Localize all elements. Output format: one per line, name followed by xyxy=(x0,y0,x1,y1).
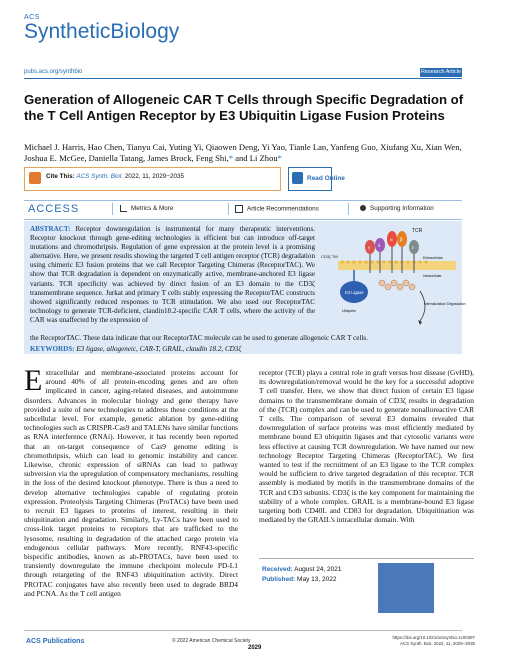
right-column-text: receptor (TCR) plays a central role in graft versus host disease (GvHD), its downregulation/removal would be the key for a successful adoptive T cell transfer. Here, we show that direct fusion of certain E3 ligase domains to the transmembrane domain of CD3ζ results in degradation of the (TCR) complex and can be used to generate nonalloreactive CAR T cells. The comparison of several E3 domains revealed that downregulation of surface proteins was most efficiently mediated by membrane bound E3 ubiquitin ligases and that cytosolic variants were less effective at causing TCR downregulation. We have named our new technology Receptor Targeting Chimeras (ReceptorTAC). We first wanted to test if the recruitment of an E3 ligase to the TCR complex would be sufficient to drive targeted degradation of this receptor. TCR assembly is mediated by motifs in the transmembrane domains of the TCR and CD3 subunits. CD3ζ is the key component for maintaining the stability of a whole complex. GRAIL is a membrane-bound E3 ligase targeting both CD40L and CD83 for degradation. Ubiquitination was mediated by the GRAIL's intracellular domain. With xyxy=(259,368,474,525)
e3-ligase-label: E3 Ligase xyxy=(345,290,364,295)
author-list xyxy=(24,142,474,164)
journal-name[interactable]: SyntheticBiology xyxy=(24,20,180,43)
abstract-lead: ABSTRACT: xyxy=(30,225,71,233)
keywords-list: E3 ligase, allogeneic, CAR-T, GRAIL, claudin 18.2, CD3ζ xyxy=(76,345,242,353)
extracellular-label: Extracellular xyxy=(423,256,443,260)
bar-chart-icon xyxy=(120,205,127,212)
published-line xyxy=(262,576,336,583)
greek-epsilon-label: ε xyxy=(412,246,415,251)
access-label: ACCESS xyxy=(28,203,80,215)
metrics-label: Metrics & More xyxy=(131,205,174,213)
journal-small-brand: ACS xyxy=(24,14,40,21)
corresponding-author-icon[interactable]: * xyxy=(228,153,234,163)
toc-graphic xyxy=(320,225,466,333)
greek-gamma-label: γ xyxy=(368,246,371,251)
authors-last: and Li Zhou xyxy=(235,153,278,163)
access-separator xyxy=(228,203,229,215)
header-divider xyxy=(24,78,462,79)
cite-details: 2022, 11, 2029−2035 xyxy=(124,173,184,180)
ubiquitin-label: Ubiquitin xyxy=(342,309,356,313)
drop-cap: E xyxy=(24,364,43,397)
read-online-label[interactable]: Read Online xyxy=(307,175,345,182)
published-label: Published: xyxy=(262,576,296,583)
book-icon xyxy=(292,172,303,184)
article-title: Generation of Allogeneic CAR T Cells through Specific Degradation of the T Cell Antigen Receptor by E3 Ubiquitin Ligase Fusion Proteins xyxy=(24,92,464,123)
page-number: 2029 xyxy=(248,645,262,651)
greek-delta-label: δ xyxy=(378,244,381,249)
cite-icon xyxy=(29,172,41,184)
access-separator xyxy=(112,203,113,215)
supporting-info-link[interactable] xyxy=(360,205,434,212)
cite-label: Cite This: xyxy=(46,173,75,180)
cite-reference: ACS Synth. Biol. xyxy=(76,173,123,180)
tcr-label: TCR xyxy=(412,228,423,234)
copyright: © 2022 American Chemical Society xyxy=(172,638,251,644)
supporting-label: Supporting Information xyxy=(370,205,434,212)
abstract-tail: the ReceptorTAC. These data indicate that our ReceptorTAC molecule can be used to generate allogeneic CAR T cells. xyxy=(30,334,368,342)
cite-line[interactable] xyxy=(46,173,184,180)
received-line xyxy=(262,566,342,573)
greek-alpha-label: α xyxy=(390,238,393,243)
abstract-body: Receptor downregulation is instrumental for many therapeutic interventions. Receptor knockout through gene-editing technologies is efficient but can introduce off-target mutations and chromothripsis. Regulation of gene expression at the protein level is a promising alternative. Here, we present results showing the targeted T cell antigen receptor (TCR) degradation using chimeric E3 fusion proteins that we call Receptor Targeting Chimeras (ReceptorTAC). We show that TCR degradation is dependent on enzymatically active, membrane-anchored E3 ligase variants. TCR specificity was achieved by direct fusion of an E3 domain to the CD3ζ transmembrane sequence. Jurkat and primary T cells stably expressing the ReceptorTAC constructs showed significantly reduced responses to TCR stimulation. We also used our ReceptorTAC technology to generate TCR-deficient, claudin18.2-specific CAR T cells, where the activity of the CAR was unaffected by the expression of xyxy=(30,225,315,324)
doi-block xyxy=(383,635,475,647)
acs-publications-logo[interactable]: ACS Publications xyxy=(26,638,85,645)
greek-beta-label: β xyxy=(400,238,403,243)
received-date: August 24, 2021 xyxy=(294,566,342,573)
article-type-badge: Research Article xyxy=(420,69,462,75)
body-right-column xyxy=(259,368,474,524)
body-left-column xyxy=(24,364,238,598)
info-icon xyxy=(360,205,366,211)
corresponding-author-icon[interactable]: * xyxy=(277,153,282,163)
keywords-lead: KEYWORDS: xyxy=(30,345,75,353)
keywords-line xyxy=(30,345,460,353)
intracellular-label: Intracellular xyxy=(423,274,442,278)
left-column-text: xtracellular and membrane-associated proteins account for around 40% of all protein-encoding genes and are often implicated in cancer, aging-related diseases, and autoimmune disorders. Advances in molecular biology and gene therapy have provided a suite of new technologies to address these conditions at the subcellular level. For example, genetic ablation by gene-editing technologies such as CRISPR-Cas9 and TALENs have similar functions as RNA interference (RNAi). However, it has recently been reported that an on-target consequence of Cas9 genome editing is chromothripsis, which can lead to genomic instability and cancer. Likewise, chronic expression of siRNAs can lead to pathway subversion via the upregulation of compensatory mechanisms, resulting in the loss of the desired knockout phenotype. There is thus a need to develop alternative technologies capable of regulating protein expression. Proteolysis Targeting Chimeras (ProTACs) have been used to recruit E3 ligases to proteins of interest, resulting in their ubiquitination and degradation. Similarly, Ly-TACs have been used to cross-link target proteins to receptors that are trafficked to the lysosome, resulting in degradation of the attached cargo protein via endogenous cellular pathways. More recently, RNF43-specific bispecific antibodies, known as ab-PROTACs, have been used to transiently downregulate the immune checkpoint molecule PD-L1 through retargeting of the RNF43 ubiquitination activity. Direct PROTAC conjugates have also recently been used to degrade BRD4 and PCNA. As the T cell antigen xyxy=(24,368,238,598)
internalization-label: Internalization/ Degradation xyxy=(424,302,466,306)
document-icon xyxy=(235,205,243,213)
cd3-tm-label: CD3ζ TM xyxy=(321,254,338,259)
journal-cover-thumbnail xyxy=(378,563,434,613)
recommendations-link[interactable] xyxy=(235,205,319,213)
metrics-link[interactable] xyxy=(120,205,173,212)
doi-link[interactable]: https://doi.org/10.1021/acssynbio.1c00397 xyxy=(392,635,475,640)
footer-citation: ACS Synth. Biol. 2022, 11, 2029−2035 xyxy=(400,641,475,646)
recommendations-label: Article Recommendations xyxy=(247,205,319,213)
authors-text: Michael J. Harris, Hao Chen, Tianyu Cai, Yuting Yi, Qiaowen Deng, Yi Yao, Tianle Lan, Yanfeng Guo, Xiufang Xu, Xian Wen, Joshua E. McGee, Daniella Tatang, James Brock, Feng Shi, xyxy=(24,142,462,163)
abstract-text xyxy=(30,225,315,325)
received-label: Received: xyxy=(262,566,293,573)
published-date: May 13, 2022 xyxy=(297,576,337,583)
journal-url[interactable]: pubs.acs.org/synthbio xyxy=(24,69,83,75)
access-separator xyxy=(348,203,349,215)
